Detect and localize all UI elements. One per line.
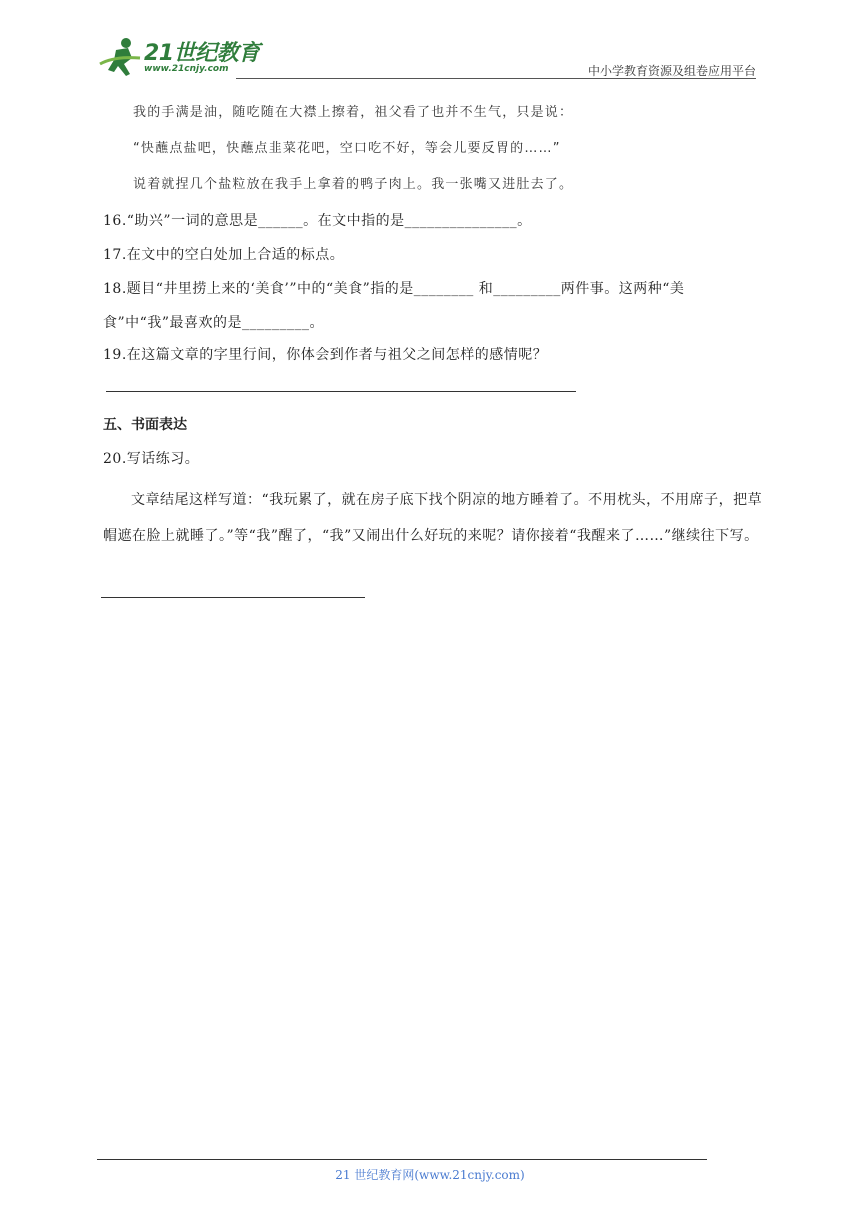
answer-line-19[interactable] (106, 391, 576, 392)
footer-divider (97, 1159, 707, 1160)
section-title: 五、书面表达 (103, 417, 187, 433)
header-divider (236, 78, 756, 79)
platform-title: 中小学教育资源及组卷应用平台 (587, 64, 756, 78)
question-20: 20.写话练习。 (103, 451, 200, 467)
answer-line-20[interactable] (101, 597, 365, 598)
answer-space-19 (103, 378, 763, 406)
passage-line: 我的手满是油，随吃随在大襟上擦着，祖父看了也并不生气，只是说： (133, 105, 574, 120)
site-logo[interactable] (96, 34, 266, 78)
question-19: 19.在这篇文章的字里行间，你体会到作者与祖父之间怎样的感情呢？ (103, 347, 548, 363)
passage-line: 说着就捏几个盐粒放在我手上拿着的鸭子肉上。我一张嘴又进肚去了。 (133, 177, 574, 192)
footer-link[interactable]: 21 世纪教育网(www.21cnjy.com) (335, 1168, 525, 1182)
writing-prompt: 文章结尾这样写道：“我玩累了，就在房子底下找个阴凉的地方睡着了。不用枕头，不用席子，把草帽遮在脸上就睡了。”等“我”醒了，“我”又闹出什么好玩的来呢？请你接着“我醒来了……”继续往下写。 (103, 492, 763, 544)
question-18: 18.题目“井里捞上来的‘美食’”中的“美食”指的是________ 和_________两件事。这两种“美食”中“我”最喜欢的是_________。 (103, 281, 685, 331)
runner-logo-icon (96, 34, 146, 78)
question-16: 16.“助兴”一词的意思是______。在文中指的是_______________。 (103, 213, 532, 229)
document-body (103, 102, 763, 554)
question-17: 17.在文中的空白处加上合适的标点。 (103, 247, 345, 263)
page-header (96, 30, 756, 80)
logo-url: www.21cnjy.com (144, 64, 229, 74)
passage-line: “快蘸点盐吧，快蘸点韭菜花吧，空口吃不好，等会儿要反胃的……” (133, 141, 561, 156)
logo-text: 21世纪教育 (144, 41, 260, 66)
